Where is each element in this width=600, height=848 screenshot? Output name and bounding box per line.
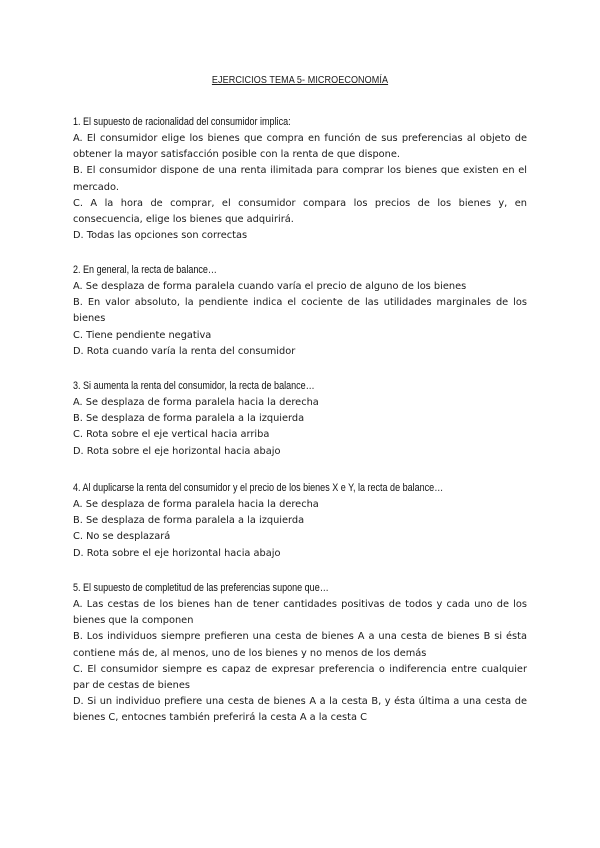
document-title: EJERCICIOS TEMA 5- MICROECONOMÍA <box>211 74 389 86</box>
question-5 <box>73 580 527 727</box>
option-b: B. Los individuos siempre prefieren una cesta de bienes A a una cesta de bienes B si ésta contiene más de, al menos, uno de los bienes y no menos de los demás <box>73 631 527 659</box>
option-d: D. Rota sobre el eje horizontal hacia abajo <box>73 547 281 559</box>
option-d: D. Rota cuando varía la renta del consumidor <box>73 345 296 357</box>
question-1 <box>73 114 527 244</box>
option-b: B. En valor absoluto, la pendiente indica el cociente de las utilidades marginales de los bienes <box>73 297 527 325</box>
option-d: D. Rota sobre el eje horizontal hacia abajo <box>73 445 281 457</box>
question-title: 1. El supuesto de racionalidad del consumidor implica: <box>73 116 291 128</box>
option-a: A. Las cestas de los bienes han de tener cantidades positivas de todos y cada uno de los bienes que la componen <box>73 599 527 627</box>
option-b: B. Se desplaza de forma paralela a la izquierda <box>73 413 305 425</box>
question-2 <box>73 262 527 360</box>
option-a: A. El consumidor elige los bienes que compra en función de sus preferencias al objeto de obtener la mayor satisfacción posible con la renta de que dispone. <box>73 133 527 161</box>
option-d: D. Todas las opciones son correctas <box>73 230 248 242</box>
question-3 <box>73 378 527 460</box>
question-title: 3. Si aumenta la renta del consumidor, la recta de balance… <box>73 380 315 392</box>
question-title: 4. Al duplicarse la renta del consumidor y el precio de los bienes X e Y, la recta de balance… <box>73 482 444 494</box>
option-b: B. Se desplaza de forma paralela a la izquierda <box>73 515 305 527</box>
option-d: D. Si un individuo prefiere una cesta de bienes A a la cesta B, y ésta última a una cesta de bienes C, entocnes también preferirá la cesta A a la cesta C <box>73 696 527 724</box>
option-c: C. No se desplazará <box>73 531 171 543</box>
option-c: C. A la hora de comprar, el consumidor compara los precios de los bienes y, en consecuencia, elige los bienes que adquirirá. <box>73 197 527 226</box>
option-a: A. Se desplaza de forma paralela cuando varía el precio de alguno de los bienes <box>73 281 467 292</box>
question-title: 2. En general, la recta de balance… <box>73 264 217 276</box>
option-b: B. El consumidor dispone de una renta ilimitada para comprar los bienes que existen en el mercado. <box>73 165 527 193</box>
option-c: C. Rota sobre el eje vertical hacia arriba <box>73 429 270 441</box>
option-a: A. Se desplaza de forma paralela hacia la derecha <box>73 499 319 510</box>
option-c: C. Tiene pendiente negativa <box>73 329 212 341</box>
question-4 <box>73 480 527 562</box>
question-title: 5. El supuesto de completitud de las preferencias supone que… <box>73 582 329 594</box>
option-a: A. Se desplaza de forma paralela hacia la derecha <box>73 397 319 408</box>
option-c: C. El consumidor siempre es capaz de expresar preferencia o indiferencia entre cualquier par de cestas de bienes <box>73 663 527 692</box>
